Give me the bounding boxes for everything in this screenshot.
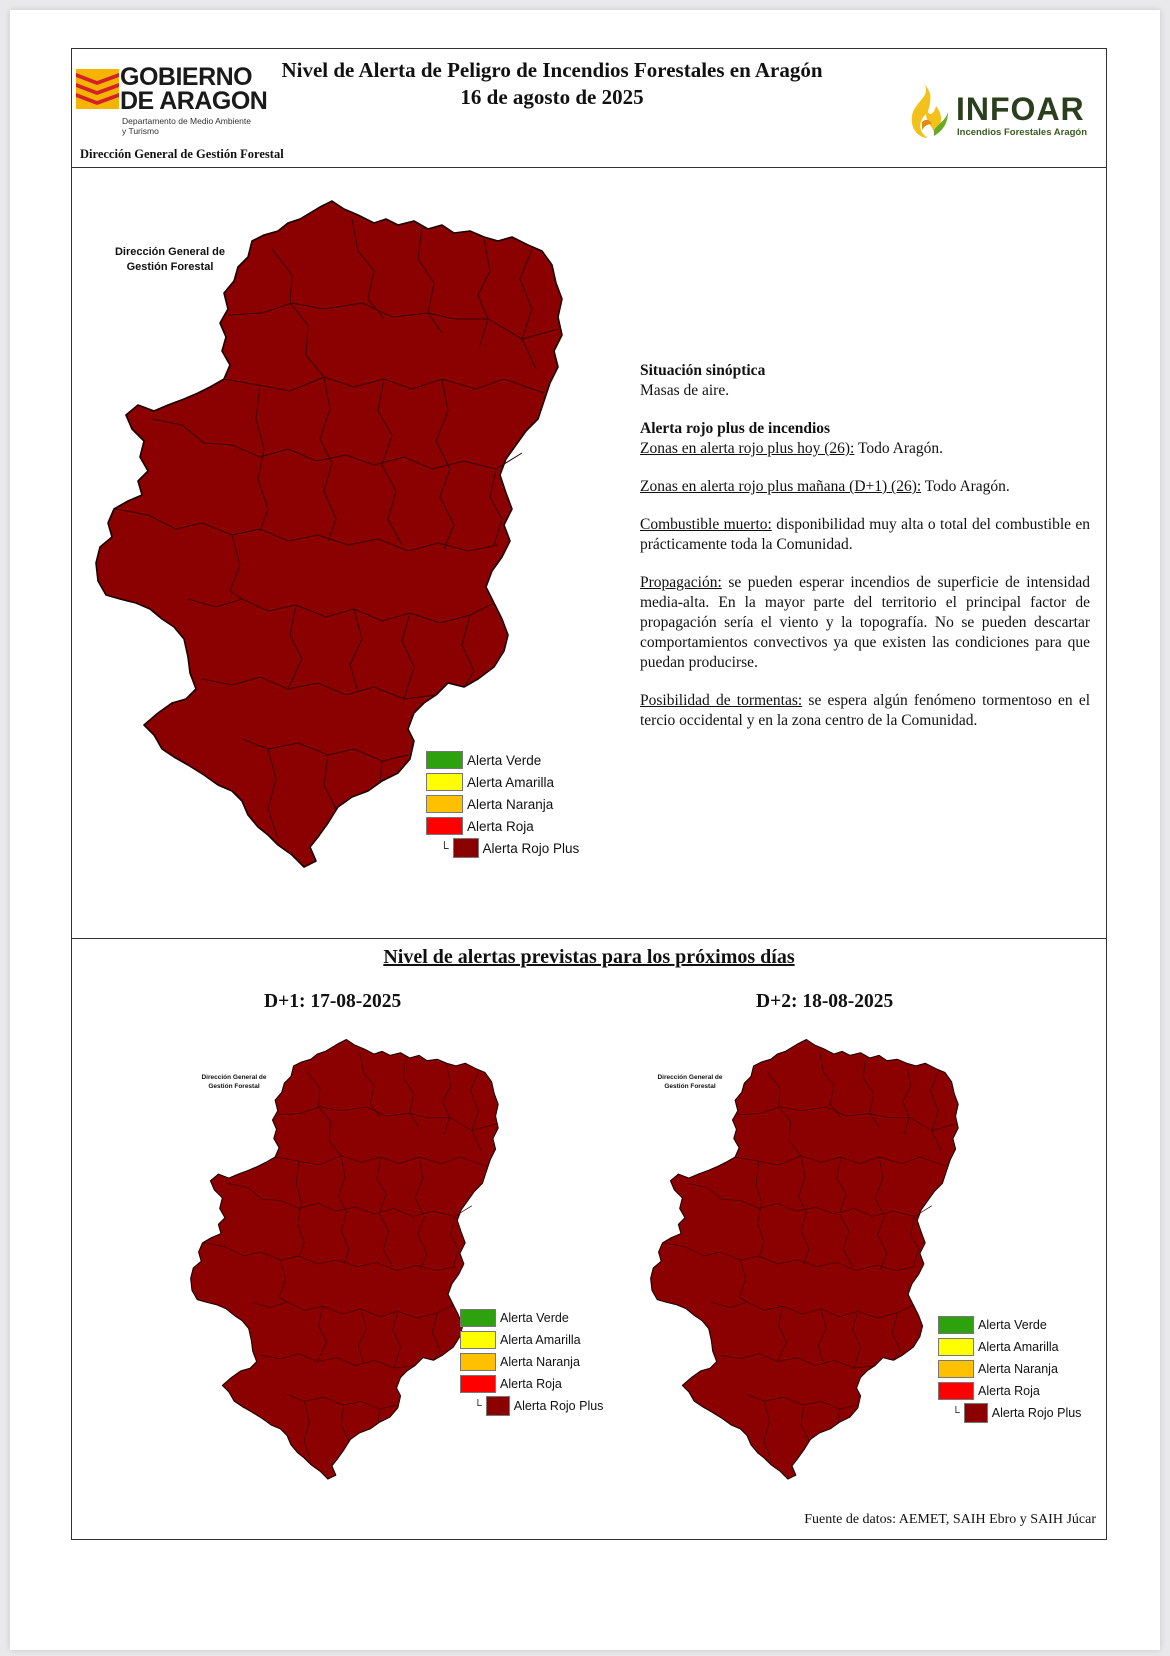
d2-legend-swatch-naranja [938, 1360, 974, 1378]
d1-legend-swatch-rojo-plus [486, 1396, 510, 1416]
d2-legend-item-amarilla [938, 1336, 1081, 1358]
gobierno-aragon-flag-icon [76, 69, 119, 109]
gobierno-aragon-logo [120, 65, 267, 113]
propagacion-label: Propagación: [640, 574, 722, 591]
d1-legend-item-rojo-plus [460, 1395, 603, 1417]
gobierno-department [122, 116, 272, 136]
tormentas-text: se espera algún fenómeno tormentoso en el tercio occidental y en la zona centro de la Comunidad. [640, 692, 1091, 729]
title-date: 16 de agosto de 2025 [460, 85, 644, 109]
main-legend [426, 749, 579, 859]
d1-legend-item-amarilla [460, 1329, 603, 1351]
d2-legend-branch-icon: └ [952, 1407, 960, 1419]
alerta-title: Alerta rojo plus de incendios [640, 420, 831, 437]
infoar-subtitle: Incendios Forestales Aragón [957, 127, 1088, 138]
d2-legend [938, 1314, 1081, 1424]
gobierno-name-line2: DE ARAGON [120, 87, 268, 115]
d1-legend-label-rojo-plus: Alerta Rojo Plus [513, 1399, 604, 1413]
legend-item-naranja [426, 793, 579, 815]
combustible-label: Combustible muerto: [640, 516, 772, 533]
hoy-label: Zonas en alerta rojo plus hoy (26): [640, 440, 855, 457]
hoy-value: Todo Aragón. [857, 440, 943, 457]
d1-map-label-line2: Gestión Forestal [208, 1083, 260, 1090]
legend-item-roja [426, 815, 579, 837]
legend-item-rojo-plus [426, 837, 579, 859]
d1-legend [460, 1307, 603, 1417]
legend-label-naranja: Alerta Naranja [467, 796, 554, 812]
aragon-alert-map-d1 [188, 1025, 518, 1487]
d1-legend-swatch-verde [460, 1309, 496, 1327]
sinoptica-title: Situación sinóptica [640, 362, 766, 379]
manana-label: Zonas en alerta rojo plus mañana (D+1) (26): [640, 478, 922, 495]
d1-legend-item-verde [460, 1307, 603, 1329]
document-frame [71, 48, 1107, 1540]
d2-legend-swatch-verde [938, 1316, 974, 1334]
sinoptica-text: Masas de aire. [640, 382, 730, 399]
header-divider [72, 167, 1106, 168]
d1-legend-label-amarilla: Alerta Amarilla [500, 1333, 581, 1347]
legend-swatch-amarilla [426, 773, 463, 791]
d1-title: D+1: 17-08-2025 [264, 991, 402, 1012]
section-divider [72, 938, 1106, 939]
gobierno-sub-line2: y Turismo [122, 126, 159, 136]
d2-legend-item-rojo-plus [938, 1402, 1081, 1424]
d2-legend-swatch-roja [938, 1382, 974, 1400]
d2-map-region-outline [651, 1040, 959, 1480]
infoar-logo: INFOAR [956, 91, 1085, 127]
d1-legend-branch-icon: └ [474, 1400, 482, 1412]
d2-legend-label-amarilla: Alerta Amarilla [978, 1340, 1059, 1354]
legend-label-amarilla: Alerta Amarilla [467, 774, 555, 790]
d2-title: D+2: 18-08-2025 [756, 991, 894, 1012]
d1-legend-label-verde: Alerta Verde [500, 1311, 569, 1325]
manana-value: Todo Aragón. [924, 478, 1010, 495]
legend-item-verde [426, 749, 579, 771]
synoptic-info [640, 361, 1090, 749]
d1-legend-item-naranja [460, 1351, 603, 1373]
legend-swatch-rojo-plus [453, 838, 479, 858]
d2-legend-label-roja: Alerta Roja [978, 1384, 1040, 1398]
legend-label-rojo-plus: Alerta Rojo Plus [482, 840, 580, 856]
d2-legend-item-verde [938, 1314, 1081, 1336]
page-title [272, 57, 832, 111]
d1-legend-swatch-amarilla [460, 1331, 496, 1349]
department-name: Dirección General de Gestión Forestal [80, 147, 284, 161]
d2-legend-label-verde: Alerta Verde [978, 1318, 1047, 1332]
legend-swatch-verde [426, 751, 463, 769]
legend-branch-icon: └ [440, 841, 449, 855]
d1-legend-item-roja [460, 1373, 603, 1395]
document-page [10, 10, 1160, 1650]
d1-map-region-outline [191, 1040, 499, 1480]
gobierno-sub-line1: Departamento de Medio Ambiente [122, 116, 251, 126]
main-map-label-line2: Gestión Forestal [126, 261, 214, 273]
data-source: Fuente de datos: AEMET, SAIH Ebro y SAIH Júcar [804, 1512, 1096, 1527]
legend-label-roja: Alerta Roja [467, 818, 534, 834]
d2-legend-label-rojo-plus: Alerta Rojo Plus [991, 1406, 1082, 1420]
d2-map-label-line2: Gestión Forestal [664, 1083, 716, 1090]
main-map-label-line1: Dirección General de [114, 246, 226, 258]
d2-legend-label-naranja: Alerta Naranja [978, 1362, 1058, 1376]
d2-legend-item-naranja [938, 1358, 1081, 1380]
d1-map-label-line1: Dirección General de [201, 1074, 267, 1081]
d2-legend-swatch-rojo-plus [964, 1403, 988, 1423]
infoar-flame-icon [904, 82, 950, 140]
tormentas-label: Posibilidad de tormentas: [640, 692, 803, 709]
forecast-section-title: Nivel de alertas previstas para los próximos días [383, 946, 795, 968]
legend-label-verde: Alerta Verde [467, 752, 542, 768]
propagacion-text: se pueden esperar incendios de superficie de intensidad media-alta. En la mayor parte del territorio el principal factor de propagación sería el viento y la topografía. No se pueden descartar comportamientos convectivos ya que existen las condiciones para que puedan producirse. [640, 574, 1090, 671]
d1-legend-swatch-roja [460, 1375, 496, 1393]
d2-map-label-line1: Dirección General de [657, 1074, 723, 1081]
d2-legend-item-roja [938, 1380, 1081, 1402]
legend-item-amarilla [426, 771, 579, 793]
legend-swatch-naranja [426, 795, 463, 813]
gobierno-name-line1: GOBIERNO [120, 63, 253, 91]
d2-legend-swatch-amarilla [938, 1338, 974, 1356]
d1-legend-label-naranja: Alerta Naranja [500, 1355, 580, 1369]
d1-legend-label-roja: Alerta Roja [500, 1377, 562, 1391]
d1-legend-swatch-naranja [460, 1353, 496, 1371]
title-line1: Nivel de Alerta de Peligro de Incendios Forestales en Aragón [281, 58, 823, 82]
aragon-alert-map-d2 [648, 1025, 978, 1487]
legend-swatch-roja [426, 817, 463, 835]
combustible-text: disponibilidad muy alta o total del combustible en prácticamente toda la Comunidad. [640, 516, 1091, 553]
